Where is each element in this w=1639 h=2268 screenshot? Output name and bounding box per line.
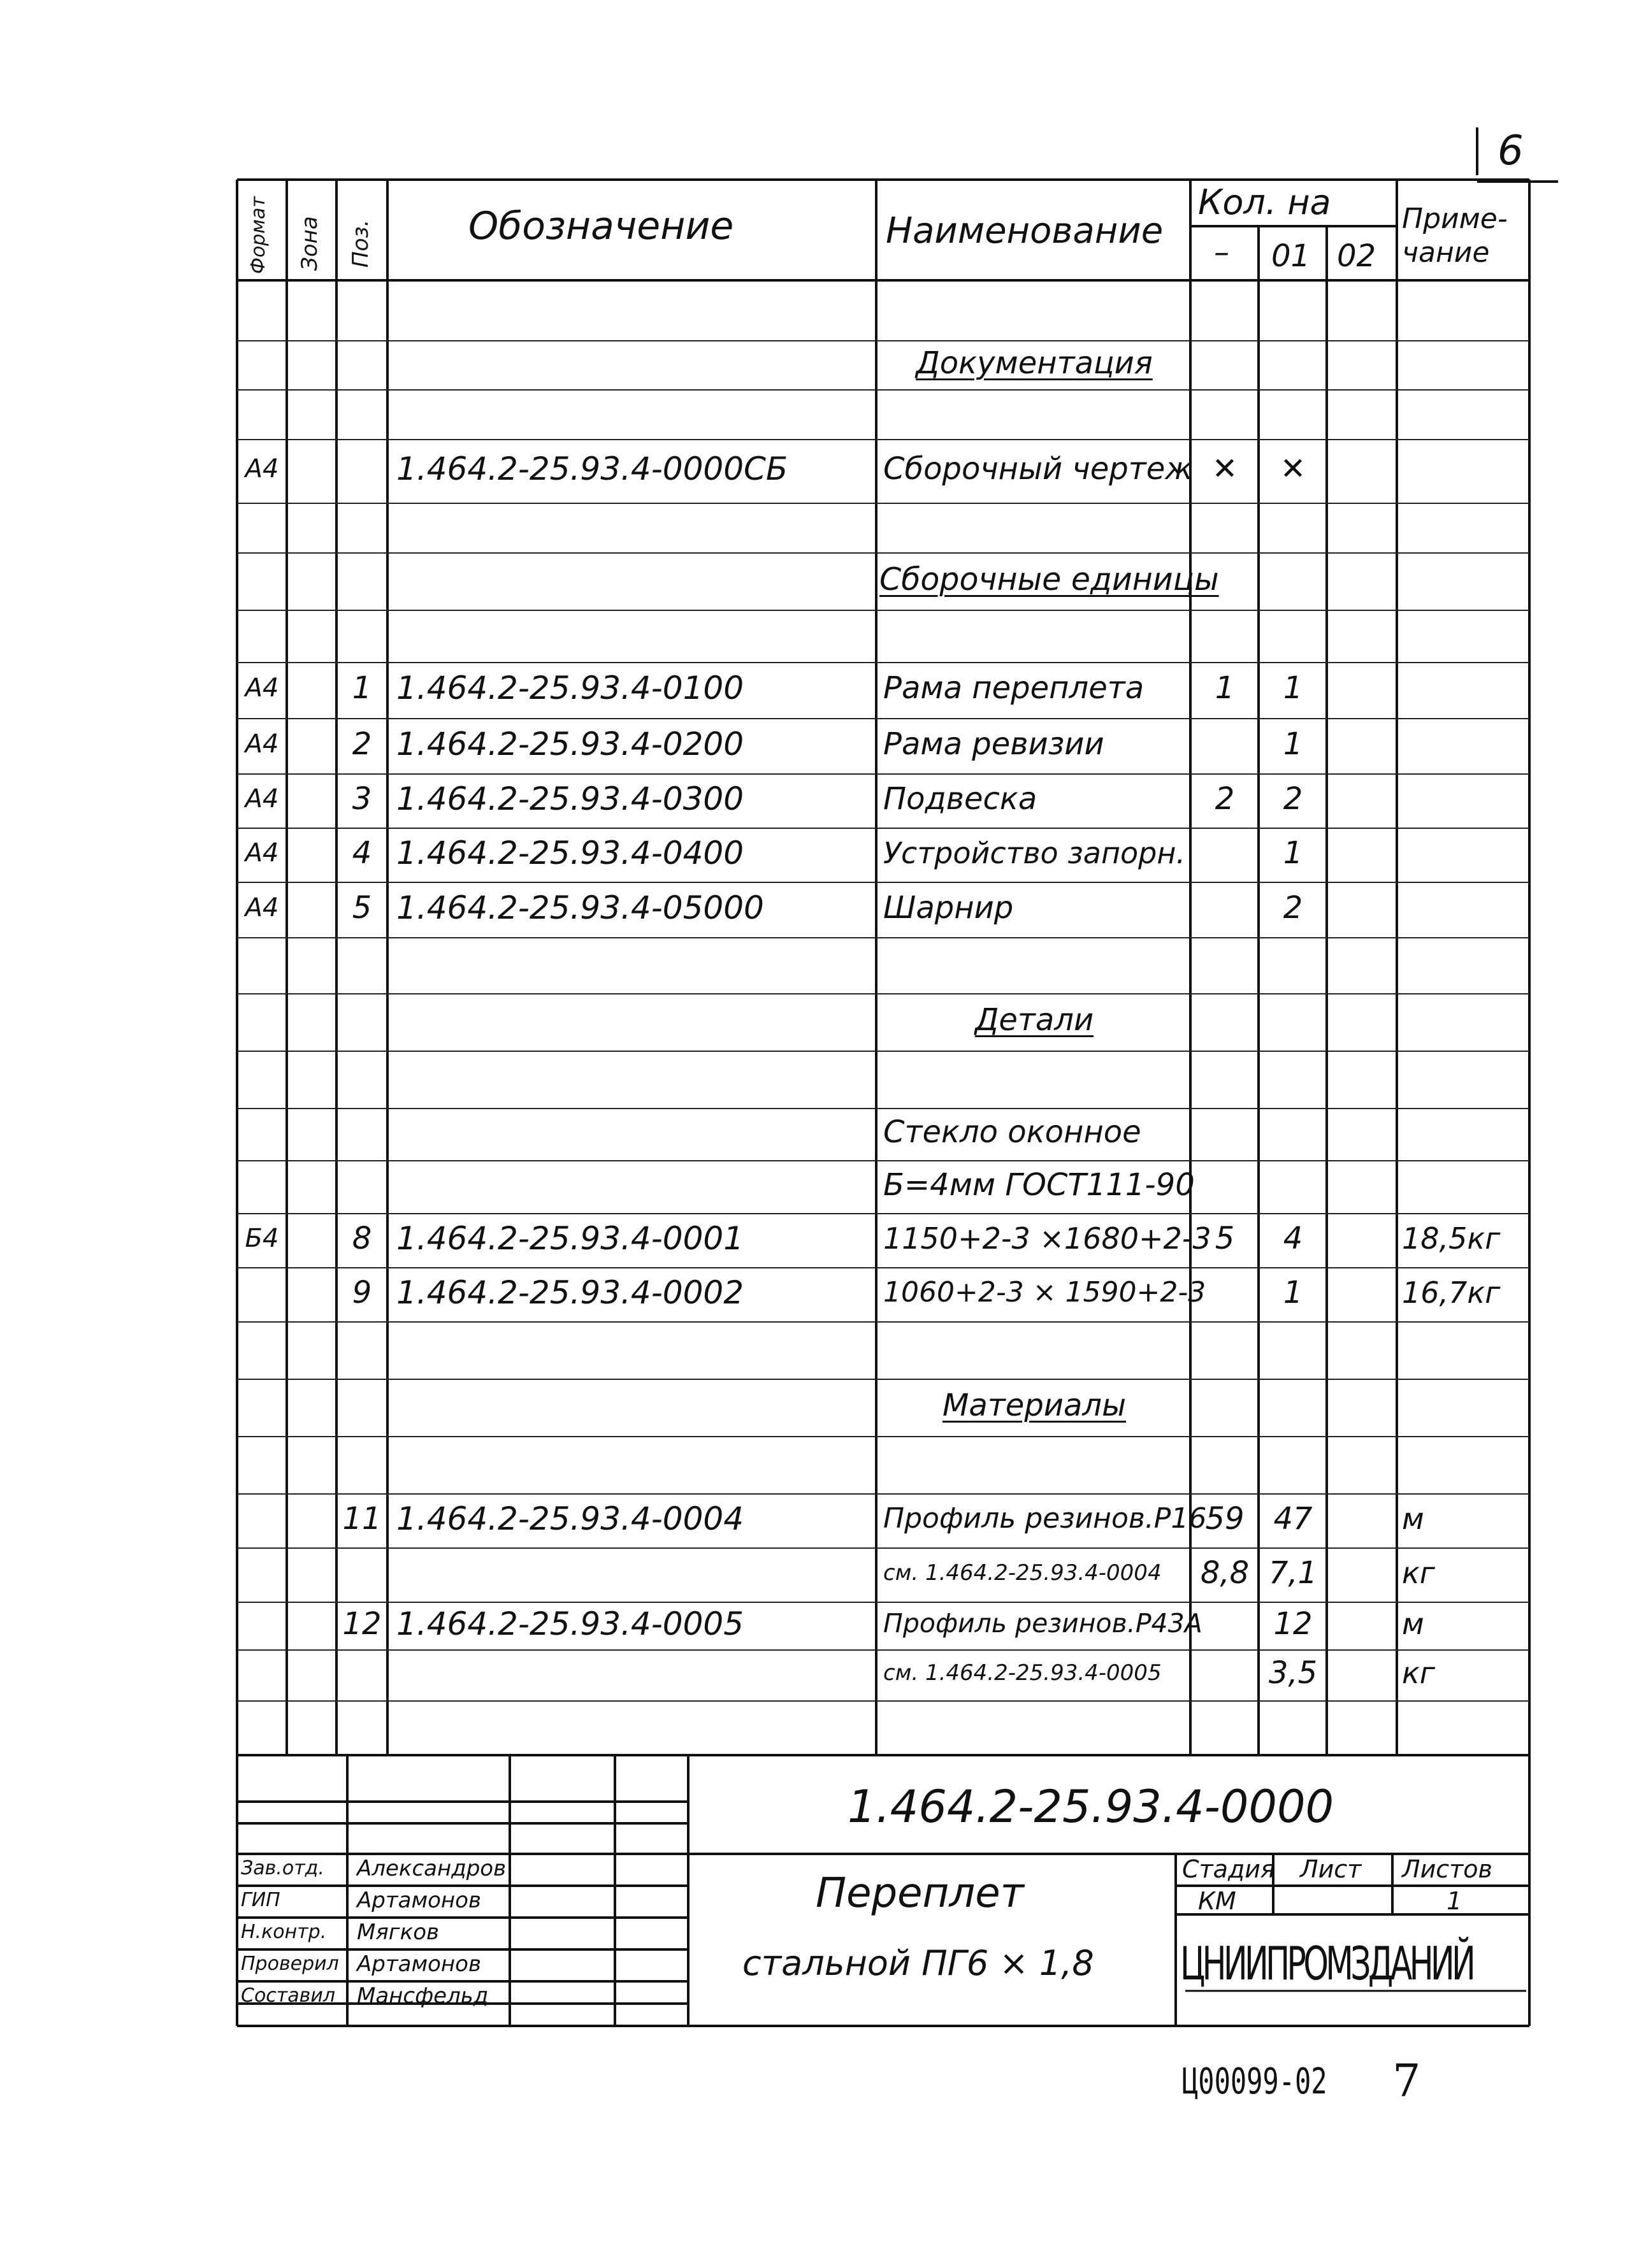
- spec-row-5-name: Рама ревизии: [883, 726, 1104, 762]
- spec-row-12-note: 18,5кг: [1402, 1221, 1501, 1256]
- spec-row-8-q1: 2: [1283, 889, 1303, 926]
- header-zone: Зона: [297, 216, 322, 271]
- spec-row-2-q1: ✕: [1280, 451, 1306, 487]
- spec-row-2-format: А4: [245, 454, 279, 484]
- spec-row-1-name: Документация: [916, 345, 1153, 381]
- spec-row-5-pos: 2: [352, 726, 372, 762]
- spec-row-18-name: см. 1.464.2-25.93.4-0005: [883, 1660, 1162, 1686]
- spec-row-5-format: А4: [245, 729, 279, 759]
- spec-row-7-pos: 4: [352, 835, 372, 871]
- spec-row-4-designation: 1.464.2-25.93.4-0100: [396, 670, 744, 707]
- signature-role-4: Проверил: [241, 1953, 339, 1975]
- spec-row-17-note: м: [1402, 1606, 1424, 1641]
- signature-name-3: Мягков: [357, 1920, 440, 1945]
- stage-value: КМ: [1198, 1887, 1236, 1915]
- header-qty-col-1: 01: [1271, 238, 1311, 274]
- spec-row-6-q0: 2: [1215, 780, 1235, 817]
- spec-row-7-name: Устройство запорн.: [883, 835, 1186, 870]
- spec-row-15-pos: 11: [342, 1500, 382, 1537]
- signature-name-4: Артамонов: [357, 1951, 482, 1977]
- spec-row-12-pos: 8: [352, 1220, 372, 1256]
- signature-role-2: ГИП: [241, 1889, 280, 1911]
- spec-row-7-format: А4: [245, 838, 279, 868]
- header-note: Приме- чание: [1402, 203, 1508, 269]
- spec-row-15-q0: 59: [1205, 1500, 1245, 1537]
- spec-row-12-name: 1150+2-3 ×1680+2-3: [883, 1221, 1211, 1256]
- signature-role-3: Н.контр.: [241, 1921, 327, 1943]
- spec-row-6-name: Подвеска: [883, 780, 1037, 817]
- sheet-label: Лист: [1300, 1855, 1362, 1883]
- footer-page: 7: [1392, 2055, 1421, 2107]
- spec-row-13-pos: 9: [352, 1274, 372, 1310]
- title-line-1: Переплет: [816, 1870, 1024, 1917]
- spec-row-4-pos: 1: [352, 670, 372, 706]
- spec-row-8-designation: 1.464.2-25.93.4-05000: [396, 889, 764, 926]
- spec-row-8-name: Шарнир: [883, 889, 1014, 926]
- spec-row-18-q1: 3,5: [1268, 1655, 1318, 1691]
- spec-row-2-designation: 1.464.2-25.93.4-0000СБ: [396, 450, 788, 487]
- sheet-number: 6: [1498, 127, 1524, 175]
- spec-row-17-designation: 1.464.2-25.93.4-0005: [396, 1605, 744, 1642]
- signature-name-2: Артамонов: [357, 1888, 482, 1913]
- spec-row-15-designation: 1.464.2-25.93.4-0004: [396, 1500, 744, 1537]
- title-line-2: стальной ПГ6 × 1,8: [742, 1943, 1094, 1983]
- spec-row-15-note: м: [1402, 1501, 1424, 1536]
- spec-row-6-format: А4: [245, 784, 279, 814]
- spec-row-8-pos: 5: [352, 889, 372, 926]
- spec-row-4-q1: 1: [1283, 670, 1303, 706]
- spec-row-5-designation: 1.464.2-25.93.4-0200: [396, 725, 744, 763]
- spec-row-17-q1: 12: [1273, 1605, 1313, 1642]
- spec-row-6-q1: 2: [1283, 780, 1303, 817]
- spec-row-15-q1: 47: [1273, 1500, 1313, 1537]
- spec-row-9-name: Детали: [974, 1002, 1094, 1038]
- spec-row-12-format: Б4: [245, 1223, 279, 1253]
- header-format: Формат: [247, 196, 270, 274]
- spec-row-8-format: А4: [245, 893, 279, 922]
- spec-row-17-pos: 12: [342, 1605, 382, 1642]
- header-qty: Кол. на: [1198, 182, 1331, 222]
- signature-role-1: Зав.отд.: [241, 1857, 324, 1879]
- spec-row-13-name: 1060+2-3 × 1590+2-3: [883, 1275, 1206, 1309]
- signature-name-5: Мансфельд: [357, 1983, 489, 2009]
- spec-row-4-format: А4: [245, 673, 279, 703]
- title-block-code: 1.464.2-25.93.4-0000: [848, 1781, 1334, 1833]
- spec-row-6-pos: 3: [352, 780, 372, 817]
- spec-row-12-q1: 4: [1283, 1220, 1303, 1256]
- header-designation: Обозначение: [468, 204, 734, 248]
- spec-row-13-q1: 1: [1283, 1274, 1303, 1310]
- header-pos: Поз.: [348, 219, 373, 268]
- signature-role-5: Составил: [241, 1984, 336, 2007]
- spec-row-16-name: см. 1.464.2-25.93.4-0004: [883, 1560, 1162, 1586]
- spec-row-2-q0: ✕: [1211, 451, 1238, 487]
- spec-row-6-designation: 1.464.2-25.93.4-0300: [396, 780, 744, 817]
- spec-row-11-name: Б=4мм ГОСТ111-90: [883, 1166, 1195, 1203]
- spec-row-4-name: Рама переплета: [883, 670, 1144, 706]
- spec-row-18-note: кг: [1402, 1656, 1435, 1690]
- spec-row-13-note: 16,7кг: [1402, 1275, 1501, 1310]
- spec-row-13-designation: 1.464.2-25.93.4-0002: [396, 1274, 744, 1311]
- spec-row-2-name: Сборочный чертеж: [883, 451, 1193, 487]
- spec-row-12-designation: 1.464.2-25.93.4-0001: [396, 1219, 744, 1257]
- header-name: Наименование: [886, 210, 1164, 252]
- sheets-value: 1: [1447, 1887, 1462, 1915]
- spec-row-4-q0: 1: [1215, 670, 1235, 706]
- org-name: ЦНИИПРОМЗДАНИЙ: [1180, 1937, 1473, 1990]
- stage-label: Стадия: [1182, 1855, 1275, 1883]
- spec-row-3-name: Сборочные единицы: [879, 561, 1219, 598]
- spec-row-14-name: Материалы: [942, 1388, 1126, 1423]
- spec-row-17-name: Профиль резинов.Р43А: [883, 1608, 1202, 1639]
- spec-row-7-designation: 1.464.2-25.93.4-0400: [396, 834, 744, 872]
- spec-row-16-q1: 7,1: [1268, 1554, 1318, 1591]
- spec-row-16-note: кг: [1402, 1555, 1435, 1590]
- header-qty-col-0: –: [1214, 234, 1229, 270]
- sheets-label: Листов: [1402, 1855, 1492, 1883]
- spec-row-7-q1: 1: [1283, 835, 1303, 871]
- spec-row-12-q0: 5: [1215, 1220, 1235, 1256]
- footer-code: Ц00099-02: [1182, 2061, 1327, 2102]
- signature-name-1: Александров: [357, 1856, 507, 1881]
- spec-row-16-q0: 8,8: [1200, 1554, 1250, 1591]
- spec-row-15-name: Профиль резинов.Р16: [883, 1502, 1207, 1535]
- spec-row-5-q1: 1: [1283, 726, 1303, 762]
- spec-row-10-name: Стекло оконное: [883, 1114, 1141, 1150]
- header-qty-col-2: 02: [1337, 238, 1376, 274]
